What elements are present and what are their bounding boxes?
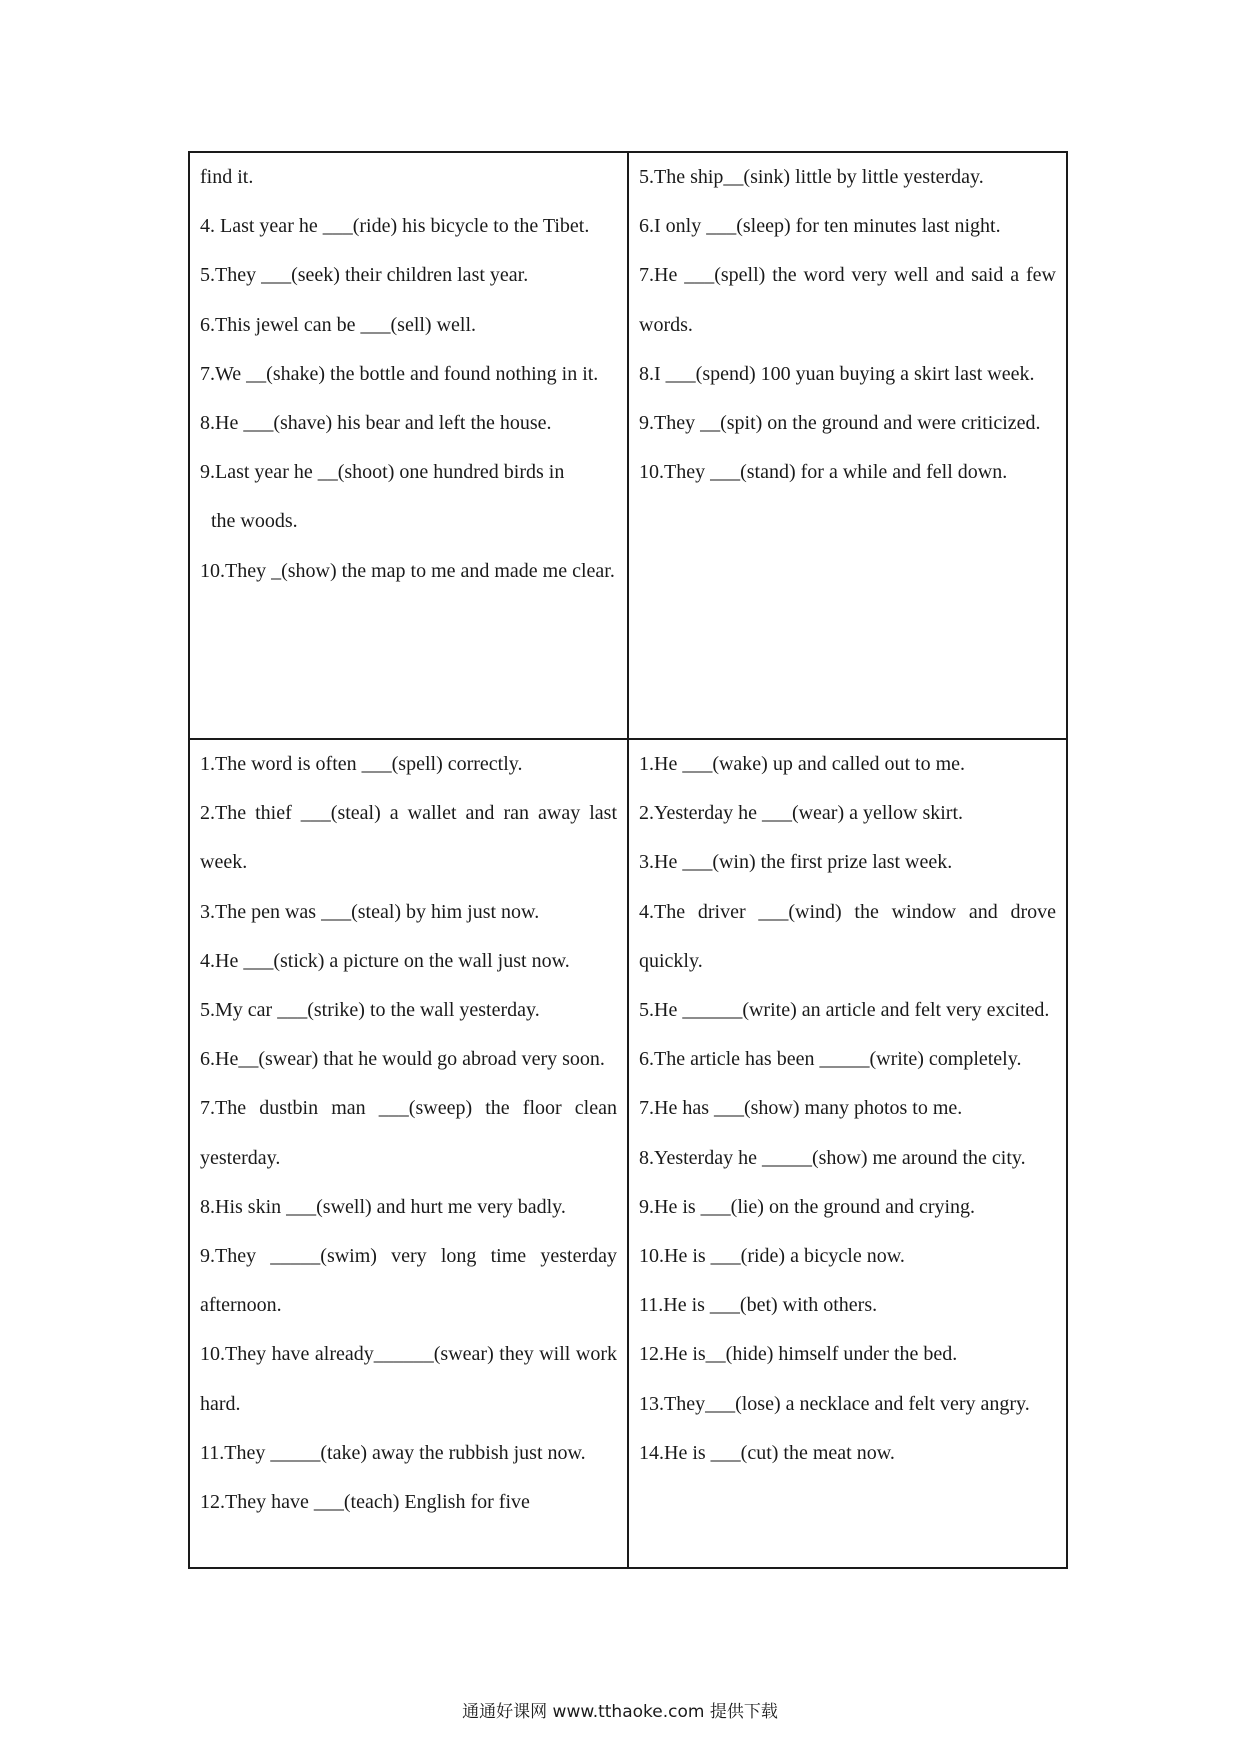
exercise-line: 10.They have already______(swear) they will work hard. [200, 1343, 617, 1415]
exercise-line: 2.Yesterday he ___(wear) a yellow skirt. [639, 802, 963, 825]
exercise-line: 7.He has ___(show) many photos to me. [639, 1097, 963, 1120]
exercise-line: 9.Last year he __(shoot) one hundred birds in [200, 461, 565, 484]
exercise-line: 8.He ___(shave) his bear and left the house. [200, 412, 552, 435]
exercise-line: 6.This jewel can be ___(sell) well. [200, 313, 477, 336]
exercise-line: 12.They have ___(teach) English for five [200, 1491, 530, 1514]
exercise-line: 5.They ___(seek) their children last year. [200, 264, 529, 287]
cell-bottom-right [628, 739, 1067, 1568]
exercise-line: 5.He ______(write) an article and felt very excited. [639, 999, 1050, 1022]
exercise-table [188, 151, 1068, 1569]
exercise-line: 2.The thief ___(steal) a wallet and ran away last week. [200, 802, 617, 874]
exercise-line: 11.They _____(take) away the rubbish just now. [200, 1441, 586, 1464]
exercise-line: 4. Last year he ___(ride) his bicycle to the Tibet. [200, 215, 590, 238]
cell-bottom-left [189, 739, 628, 1568]
exercise-line: 7.The dustbin man ___(sweep) the floor clean yesterday. [200, 1097, 617, 1169]
table-row [189, 739, 1067, 1568]
exercise-line: 8.His skin ___(swell) and hurt me very badly. [200, 1195, 566, 1218]
exercise-line: 10.They ___(stand) for a while and fell down. [639, 461, 1008, 484]
cell-top-left [189, 152, 628, 739]
exercise-line: 9.They _____(swim) very long time yesterday afternoon. [200, 1245, 617, 1317]
exercise-line: 3.The pen was ___(steal) by him just now. [200, 900, 540, 923]
exercise-line: 9.They __(spit) on the ground and were criticized. [639, 412, 1041, 435]
exercise-line: find it. [200, 166, 254, 188]
exercise-line: 6.He__(swear) that he would go abroad very soon. [200, 1048, 605, 1071]
exercise-line: 4.He ___(stick) a picture on the wall just now. [200, 949, 570, 972]
footer-credit: 通通好课网 www.tthaoke.com 提供下载 [462, 1702, 778, 1722]
exercise-line: 12.He is__(hide) himself under the bed. [639, 1343, 958, 1366]
exercise-line: 5.The ship__(sink) little by little yesterday. [639, 166, 984, 188]
exercise-line: 4.The driver ___(wind) the window and drove quickly. [639, 900, 1056, 972]
exercise-line: 5.My car ___(strike) to the wall yesterday. [200, 999, 540, 1022]
exercise-line: 10.He is ___(ride) a bicycle now. [639, 1245, 905, 1268]
table-row [189, 152, 1067, 739]
exercise-line: 6.The article has been _____(write) completely. [639, 1048, 1022, 1071]
exercise-line: 13.They___(lose) a necklace and felt very angry. [639, 1392, 1030, 1415]
exercise-line: 11.He is ___(bet) with others. [639, 1294, 878, 1317]
exercise-line: 10.They _(show) the map to me and made me clear. [200, 559, 615, 582]
exercise-line: 8.Yesterday he _____(show) me around the city. [639, 1146, 1026, 1169]
exercise-line: 3.He ___(win) the first prize last week. [639, 851, 953, 874]
exercise-line: 14.He is ___(cut) the meat now. [639, 1441, 895, 1464]
exercise-line: 7.We __(shake) the bottle and found nothing in it. [200, 362, 599, 385]
exercise-line: 8.I ___(spend) 100 yuan buying a skirt last week. [639, 362, 1035, 385]
cell-top-right [628, 152, 1067, 739]
exercise-line: 1.He ___(wake) up and called out to me. [639, 753, 966, 775]
exercise-line: 1.The word is often ___(spell) correctly. [200, 753, 523, 775]
exercise-line: 6.I only ___(sleep) for ten minutes last night. [639, 215, 1001, 238]
exercise-line: 9.He is ___(lie) on the ground and crying. [639, 1195, 976, 1218]
exercise-line: the woods. [211, 510, 298, 533]
exercise-line: 7.He ___(spell) the word very well and said a few words. [639, 264, 1056, 336]
